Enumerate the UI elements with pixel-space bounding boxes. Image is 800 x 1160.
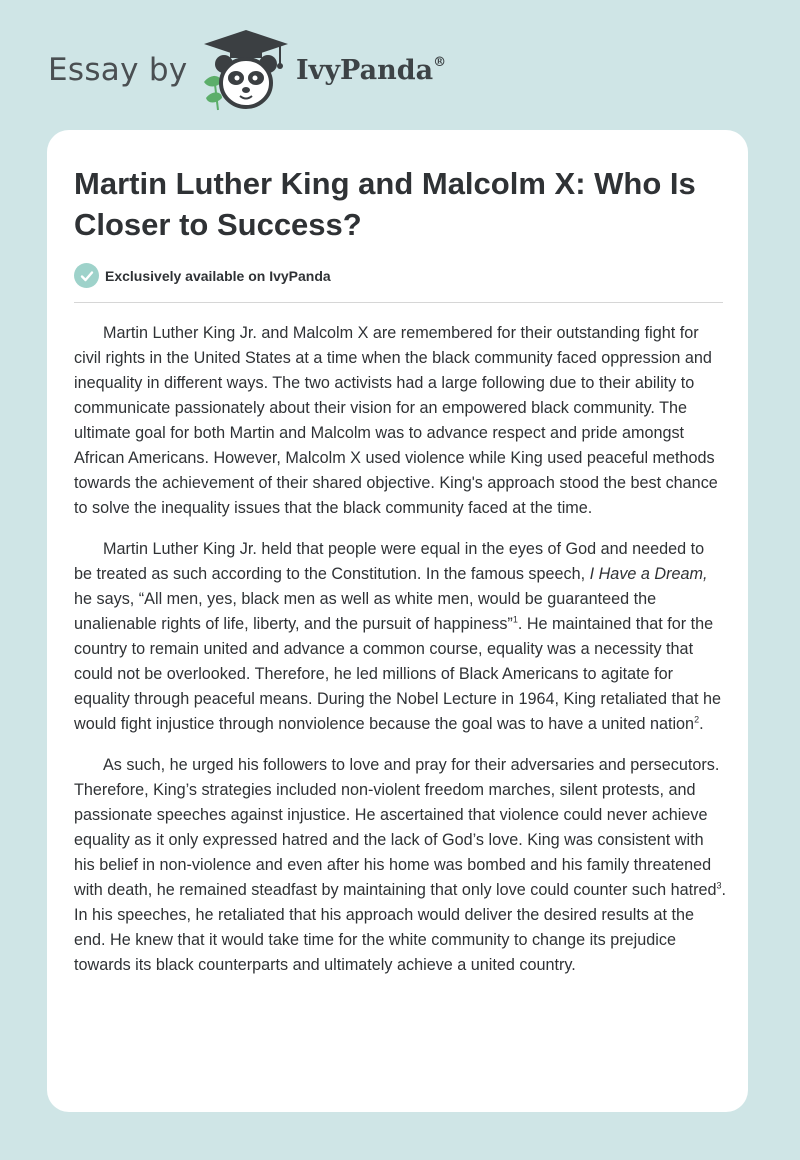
brand-name[interactable]: IvyPanda® (296, 55, 447, 86)
panda-graduate-logo-icon (200, 28, 292, 112)
essay-title: Martin Luther King and Malcolm X: Who Is Closer to Success? (74, 166, 696, 242)
paragraph-2: Martin Luther King Jr. held that people were equal in the eyes of God and needed to be treated as such according to the Constitution. In the famous speech, I Have a Dream, he says, “All men, yes, black men as well as white men, would be guaranteed the unalienable rights of life, liberty, and the pursuit of happiness”$^1$. He maintained that for the country to remain united and advance a common course, equality was a necessity that could not be overlooked. Therefore, he led millions of Black Americans to agitate for equality through peaceful means. During the Nobel Lecture in 1964, King retaliated that he would fight injustice through nonviolence because the goal was to have a united nation$^2$. (74, 540, 722, 733)
footnote-ref-2[interactable]: 2 (694, 714, 700, 725)
paragraph-3: As such, he urged his followers to love and pray for their adversaries and persecutors. Therefore, King’s strategies included non-violent freedom marches, silent protests, and passionate speeches against injustice. He ascertained that violence could never achieve equality as it only expressed hatred and the lack of God’s love. King was consistent with his belief in non-violence and even after his home was bombed and his family threatened with death, he remained steadfast by maintaining that only love could counter such hatred$^3$. In his speeches, he retaliated that his approach would deliver the desired results at the end. He knew that it would take time for the white community to change its prejudice towards its black counterparts and ultimately achieve a united country. (74, 756, 727, 974)
footnote-ref-1[interactable]: 1 (512, 614, 518, 625)
badge-text: Exclusively available on IvyPanda (105, 267, 331, 284)
paragraph-1: Martin Luther King Jr. and Malcolm X are remembered for their outstanding fight for civil rights in the United States at a time when the black community faced oppression and inequality in different ways. The two activists had a large following due to their ability to communicate passionately about their vision for an empowered black community. The ultimate goal for both Martin and Malcolm was to advance respect and pride amongst African Americans. However, Malcolm X used violence while King used peaceful methods towards the achievement of their shared objective. King's approach stood the best chance to solve the inequality issues that the black community faced at the time. (74, 324, 718, 517)
essay-card (47, 130, 748, 1112)
exclusive-badge (74, 263, 331, 288)
registered-mark: ® (433, 55, 447, 70)
footnote-ref-3[interactable]: 3 (716, 880, 722, 891)
speech-title: I Have a Dream, (589, 565, 708, 583)
essay-by-label: Essay by (48, 52, 188, 88)
site-header (0, 0, 800, 130)
checkmark-icon (74, 263, 99, 288)
divider (74, 302, 723, 303)
essay-body (74, 321, 726, 994)
